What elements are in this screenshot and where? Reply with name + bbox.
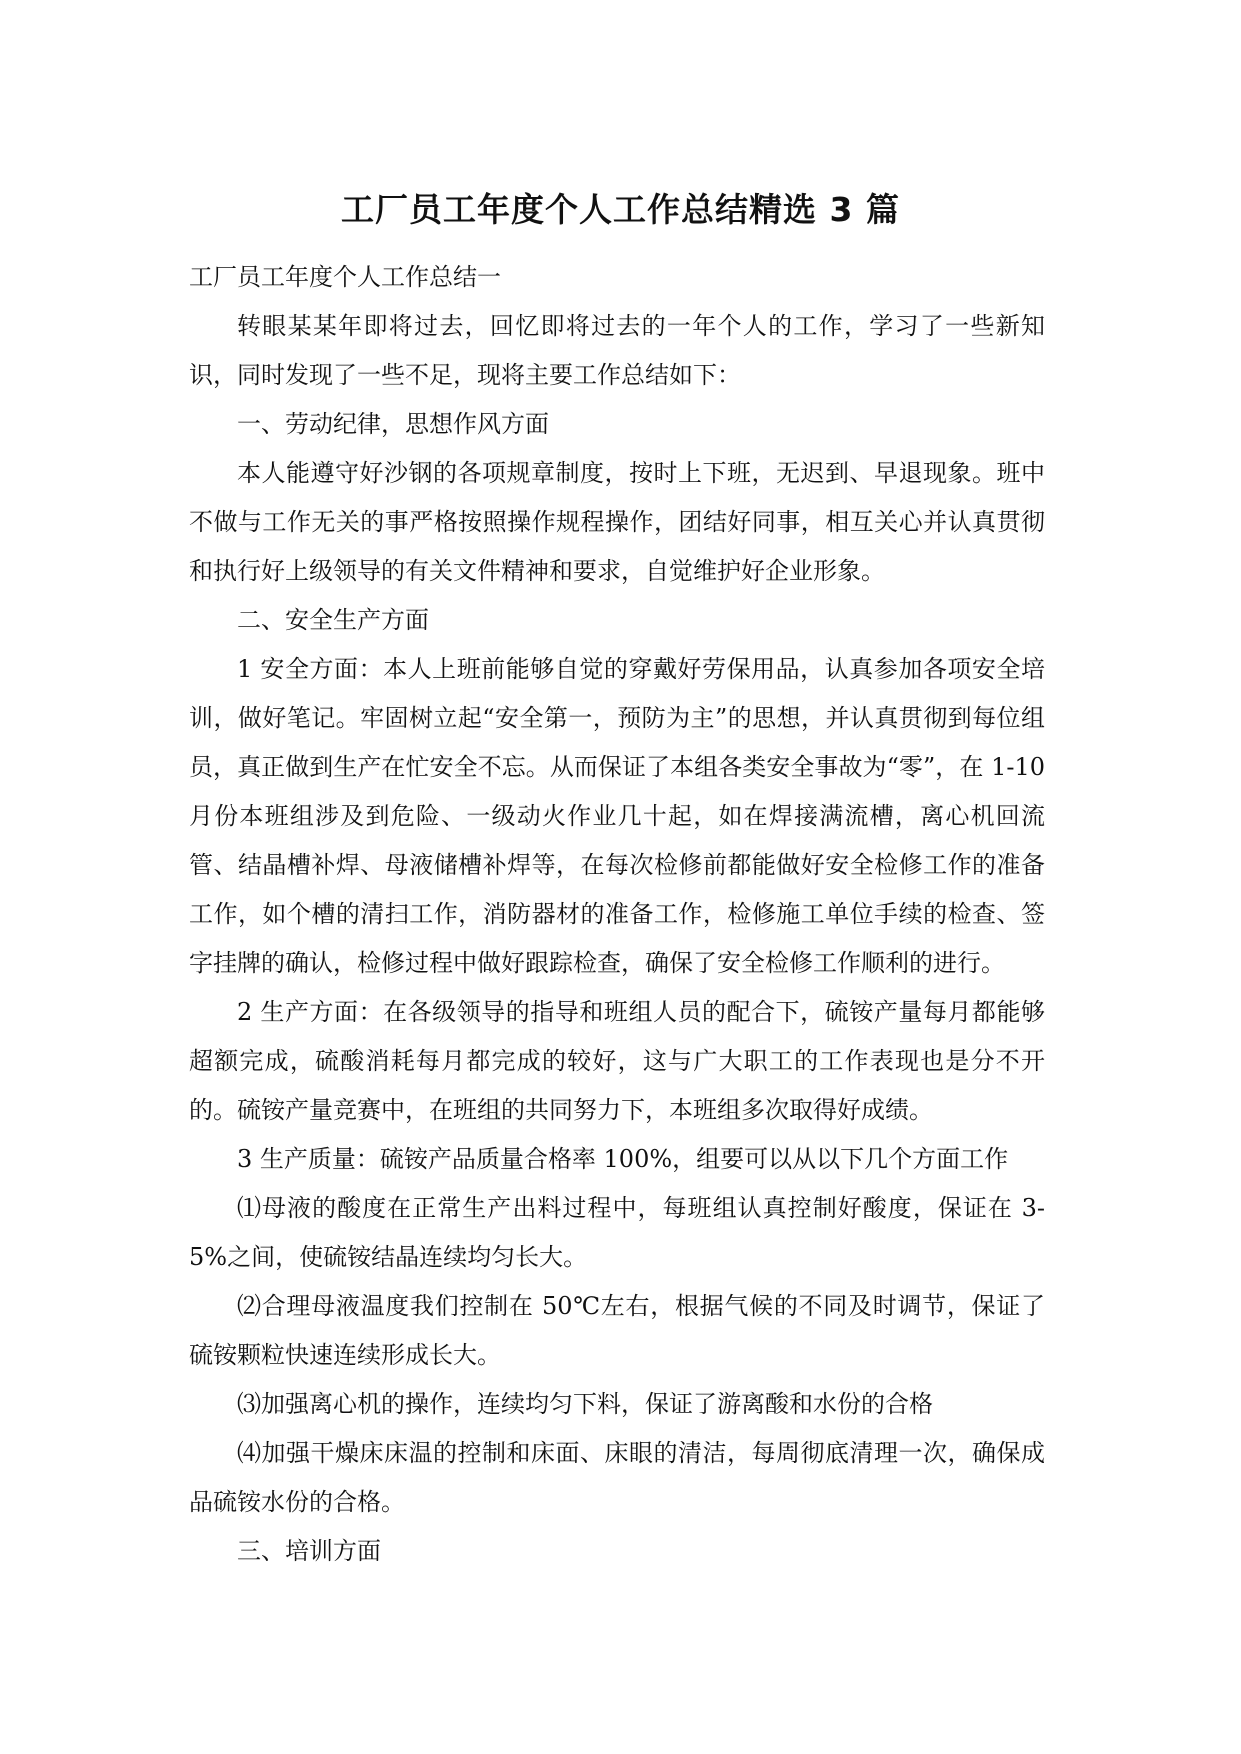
document-body (189, 253, 1045, 1576)
page-title: 工厂员工年度个人工作总结精选 3 篇 (341, 190, 900, 229)
paragraph-production: 2 生产方面：在各级领导的指导和班组人员的配合下，硫铵产量每月都能够超额完成，硫酸消耗每月都完成的较好，这与广大职工的工作表现也是分不开的。硫铵产量竞赛中，在班组的共同努力下，本班组多次取得好成绩。 (189, 998, 1045, 1124)
heading-discipline: 一、劳动纪律，思想作风方面 (237, 410, 549, 438)
list-item-acidity: ⑴母液的酸度在正常生产出料过程中，每班组认真控制好酸度，保证在 3-5%之间，使硫铵结晶连续均匀长大。 (189, 1194, 1045, 1271)
list-item-drying-bed: ⑷加强干燥床床温的控制和床面、床眼的清洁，每周彻底清理一次，确保成品硫铵水份的合格。 (189, 1439, 1045, 1516)
heading-safety-production: 二、安全生产方面 (237, 606, 429, 634)
list-item-temperature: ⑵合理母液温度我们控制在 50℃左右，根据气候的不同及时调节，保证了硫铵颗粒快速连续形成长大。 (189, 1292, 1045, 1369)
paragraph-discipline: 本人能遵守好沙钢的各项规章制度，按时上下班，无迟到、早退现象。班中不做与工作无关的事严格按照操作规程操作，团结好同事，相互关心并认真贯彻和执行好上级领导的有关文件精神和要求，自觉维护好企业形象。 (189, 459, 1045, 585)
heading-training: 三、培训方面 (237, 1537, 381, 1565)
paragraph-quality: 3 生产质量：硫铵产品质量合格率 100%，组要可以从以下几个方面工作 (237, 1145, 1009, 1173)
section-subheading: 工厂员工年度个人工作总结一 (189, 263, 501, 291)
paragraph-safety: 1 安全方面：本人上班前能够自觉的穿戴好劳保用品，认真参加各项安全培训，做好笔记。牢固树立起“安全第一，预防为主”的思想，并认真贯彻到每位组员，真正做到生产在忙安全不忘。从而保证了本组各类安全事故为“零”，在 1-10 月份本班组涉及到危险、一级动火作业几十起，如在焊接满流槽，离心机回流管、结晶槽补焊、母液储槽补焊等，在每次检修前都能做好安全检修工作的准备工作，如个槽的清扫工作，消防器材的准备工作，检修施工单位手续的检查、签字挂牌的确认，检修过程中做好跟踪检查，确保了安全检修工作顺利的进行。 (189, 655, 1045, 977)
intro-paragraph: 转眼某某年即将过去，回忆即将过去的一年个人的工作，学习了一些新知识，同时发现了一些不足，现将主要工作总结如下： (189, 312, 1045, 389)
list-item-centrifuge: ⑶加强离心机的操作，连续均匀下料，保证了游离酸和水份的合格 (237, 1390, 933, 1418)
